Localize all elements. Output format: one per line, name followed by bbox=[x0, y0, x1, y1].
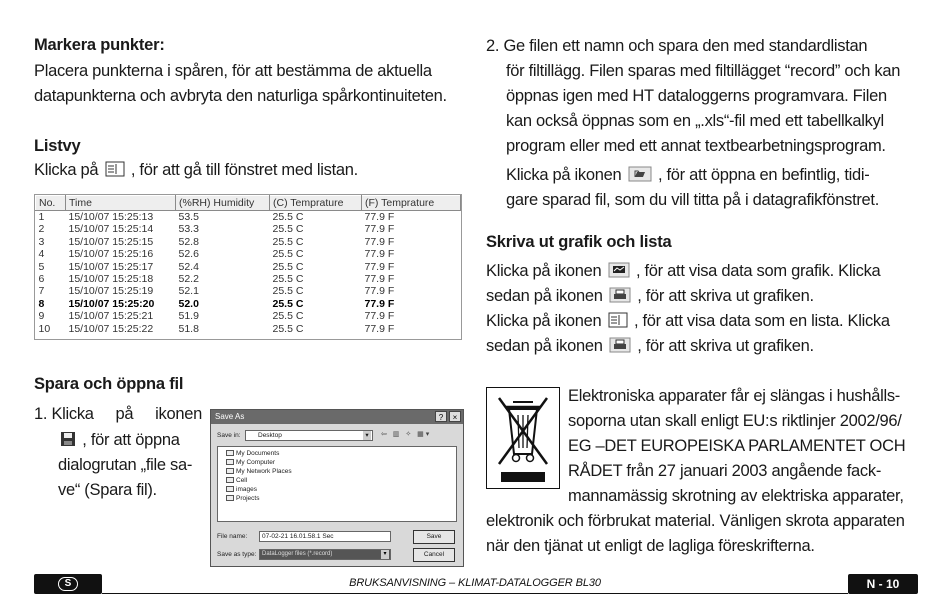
spara-line-3: dialogrutan „file sa- bbox=[58, 456, 193, 474]
table-row[interactable] bbox=[36, 236, 461, 248]
open-l1-before: Klicka på ikonen bbox=[506, 166, 622, 184]
column-header[interactable]: No. bbox=[36, 196, 66, 211]
table-cell: 51.8 bbox=[178, 322, 199, 335]
spara-line-2 bbox=[58, 428, 180, 453]
heading-markera-punkter: Markera punkter: bbox=[34, 36, 165, 54]
network-icon bbox=[226, 468, 234, 474]
markera-line-2: datapunkterna och avbryta den naturliga spårkontinuiteten. bbox=[34, 87, 447, 105]
folder-icon bbox=[226, 486, 234, 492]
item2-line-3: öppnas igen med HT dataloggerns programvara. Filen bbox=[506, 87, 887, 105]
column-header[interactable]: (%RH) Humidity bbox=[176, 196, 270, 211]
table-cell: 25.5 C bbox=[272, 235, 304, 248]
item2-line-4: kan också öppnas som en „.xls“-fil med ett tabellkalkyl bbox=[506, 112, 884, 130]
dialog-title-bar bbox=[211, 410, 463, 424]
table-cell: 15/10/07 15:25:18 bbox=[68, 273, 154, 286]
graph-line-1 bbox=[486, 259, 880, 284]
table-cell: 77.9 F bbox=[364, 260, 395, 273]
list-icon bbox=[608, 312, 628, 328]
cancel-button[interactable]: Cancel bbox=[413, 548, 455, 562]
list-l2-before: sedan på ikonen bbox=[486, 337, 603, 355]
footer-language-tab bbox=[34, 574, 102, 594]
list-view-table bbox=[34, 194, 462, 340]
dialog-title: Save As bbox=[215, 412, 245, 421]
graph-l1-before: Klicka på ikonen bbox=[486, 262, 602, 280]
weee-line-4: RÅDET från 27 januari 2003 angående fack- bbox=[568, 462, 882, 480]
table-cell: 15/10/07 15:25:16 bbox=[68, 248, 154, 261]
table-cell: 52.8 bbox=[178, 235, 199, 248]
table-cell: 15/10/07 15:25:13 bbox=[68, 211, 154, 223]
graph-l1-after: , för att visa data som grafik. Klicka bbox=[635, 262, 881, 280]
weee-line-5: mannamässig skrotning av elektriska apparater, bbox=[568, 487, 904, 505]
table-cell: 77.9 F bbox=[364, 310, 395, 323]
computer-icon bbox=[226, 459, 234, 465]
table-cell: 6 bbox=[38, 273, 45, 286]
table-cell: 52.1 bbox=[178, 285, 199, 298]
table-row[interactable] bbox=[36, 298, 461, 310]
chevron-down-icon: ▾ bbox=[381, 550, 389, 559]
list-icon bbox=[105, 161, 125, 177]
table-cell: 1 bbox=[38, 211, 45, 223]
table-cell: 25.5 C bbox=[272, 211, 304, 223]
item2-line-2: för filtillägg. Filen sparas med filtillägget “record” och kan bbox=[506, 62, 901, 80]
table-row[interactable] bbox=[36, 261, 461, 273]
table-cell: 5 bbox=[38, 260, 45, 273]
table-cell: 15/10/07 15:25:17 bbox=[68, 260, 154, 273]
table-cell: 25.5 C bbox=[272, 248, 304, 261]
footer-rule bbox=[102, 593, 848, 594]
weee-line-3-text: EG –DET EUROPEISKA PARLAMENTET OCH bbox=[568, 437, 906, 455]
weee-line-3 bbox=[568, 434, 918, 459]
table-cell: 15/10/07 15:25:21 bbox=[68, 310, 154, 323]
page-footer bbox=[34, 571, 918, 597]
table-cell: 15/10/07 15:25:20 bbox=[68, 297, 155, 310]
help-icon[interactable]: ? bbox=[435, 411, 447, 422]
table-cell: 25.5 C bbox=[272, 310, 304, 323]
markera-line-1: Placera punkterna i spåren, för att bestämma de aktuella bbox=[34, 62, 432, 80]
table-cell: 25.5 C bbox=[272, 285, 304, 298]
dialog-toolbar-icons[interactable]: ⇦ ▥ ✧ ▦▾ bbox=[381, 431, 432, 438]
table-cell: 15/10/07 15:25:19 bbox=[68, 285, 154, 298]
floppy-disk-icon bbox=[60, 431, 76, 447]
table-row[interactable] bbox=[36, 323, 461, 335]
save-in-row bbox=[217, 432, 241, 439]
table-cell: 4 bbox=[38, 248, 45, 261]
table-cell: 52.6 bbox=[178, 248, 199, 261]
spara-line-4: ve“ (Spara fil). bbox=[58, 481, 157, 499]
heading-skriva-ut: Skriva ut grafik och lista bbox=[486, 233, 672, 251]
table-cell: 52.0 bbox=[178, 297, 199, 310]
table-cell: 15/10/07 15:25:22 bbox=[68, 322, 154, 335]
item2-line-1: 2. Ge filen ett namn och spara den med standardlistan bbox=[486, 37, 868, 55]
table-cell: 77.9 F bbox=[364, 211, 395, 223]
table-cell: 10 bbox=[38, 322, 51, 335]
table-cell: 52.2 bbox=[178, 273, 199, 286]
spara-l1a: 1. Klicka bbox=[34, 405, 94, 423]
folder-icon bbox=[226, 450, 234, 456]
table-header-row bbox=[36, 196, 461, 211]
save-in-value: Desktop bbox=[258, 432, 282, 439]
open-line-2: gare sparad fil, som du vill titta på i datagrafikfönstret. bbox=[506, 191, 879, 209]
table-cell: 77.9 F bbox=[364, 297, 395, 310]
save-as-dialog bbox=[210, 409, 464, 567]
table-row[interactable] bbox=[36, 248, 461, 260]
weee-line-1: Elektroniska apparater får ej slängas i hushålls- bbox=[568, 387, 900, 405]
list-item[interactable]: images bbox=[226, 486, 257, 493]
weee-line-2: soporna utan skall enligt EU:s riktlinjer 2002/96/ bbox=[568, 412, 902, 430]
listvy-text-after: , för att gå till fönstret med listan. bbox=[130, 161, 358, 179]
table-cell: 77.9 F bbox=[364, 235, 395, 248]
table-cell: 25.5 C bbox=[272, 260, 304, 273]
save-in-select[interactable] bbox=[245, 430, 373, 441]
save-as-type-select[interactable] bbox=[259, 549, 391, 560]
list-l2-after: , för att skriva ut grafiken. bbox=[637, 337, 814, 355]
spara-l1c: ikonen bbox=[155, 405, 202, 423]
list-item[interactable]: My Documents bbox=[226, 450, 279, 457]
printer-icon bbox=[609, 287, 631, 303]
table-row[interactable] bbox=[36, 211, 461, 224]
close-icon[interactable]: × bbox=[449, 411, 461, 422]
heading-spara-och-oppna: Spara och öppna fil bbox=[34, 375, 184, 393]
table-cell: 53.5 bbox=[178, 211, 199, 223]
column-header[interactable]: (F) Temprature bbox=[362, 196, 461, 211]
table-cell: 25.5 C bbox=[272, 297, 304, 310]
listvy-text-before: Klicka på bbox=[34, 161, 99, 179]
language-badge: S bbox=[58, 577, 78, 591]
filename-label: File name: bbox=[217, 533, 248, 540]
table-cell: 25.5 C bbox=[272, 273, 304, 286]
table-cell: 51.9 bbox=[178, 310, 199, 323]
open-folder-icon bbox=[628, 166, 652, 182]
list-item[interactable]: Cell bbox=[226, 477, 247, 484]
table-cell: 53.3 bbox=[178, 223, 199, 236]
crossed-out-wheelie-bin-icon bbox=[486, 387, 560, 489]
page-number: N - 10 bbox=[848, 574, 918, 594]
footer-title: BRUKSANVISNING – KLIMAT-DATALOGGER BL30 bbox=[349, 577, 601, 589]
table-cell: 77.9 F bbox=[364, 322, 395, 335]
table-cell: 25.5 C bbox=[272, 223, 304, 236]
save-as-type-label: Save as type: bbox=[217, 551, 257, 558]
table-cell: 3 bbox=[38, 235, 45, 248]
printer-icon bbox=[609, 337, 631, 353]
weee-line-7: när den tjänat ut enligt de lagliga föreskrifterna. bbox=[486, 537, 815, 555]
table-cell: 15/10/07 15:25:14 bbox=[68, 223, 154, 236]
spara-l1b: på bbox=[115, 405, 134, 423]
table-cell: 77.9 F bbox=[364, 285, 395, 298]
save-as-type-value: DataLogger files (*.record) bbox=[262, 551, 333, 557]
table-cell: 77.9 F bbox=[364, 248, 395, 261]
graph-line-2 bbox=[486, 284, 814, 309]
table-cell: 9 bbox=[38, 310, 45, 323]
table-cell: 2 bbox=[38, 223, 45, 236]
save-in-label: Save in: bbox=[217, 432, 241, 439]
table-cell: 52.4 bbox=[178, 260, 199, 273]
column-header[interactable]: (C) Temprature bbox=[270, 196, 362, 211]
spara-line-1 bbox=[34, 402, 202, 427]
list-line-2 bbox=[486, 334, 814, 359]
table-row[interactable] bbox=[36, 285, 461, 297]
table-cell: 7 bbox=[38, 285, 45, 298]
list-line-1 bbox=[486, 309, 890, 334]
item2-line-5: program eller med ett annat textbearbetningsprogram. bbox=[506, 137, 886, 155]
chevron-down-icon: ▾ bbox=[363, 431, 371, 440]
table-row[interactable] bbox=[36, 310, 461, 322]
spara-l2: , för att öppna bbox=[82, 431, 180, 449]
list-item[interactable]: Projects bbox=[226, 495, 259, 502]
file-list-box[interactable] bbox=[217, 446, 457, 522]
graph-icon bbox=[608, 262, 630, 278]
table-cell: 77.9 F bbox=[364, 223, 395, 236]
save-button[interactable]: Save bbox=[413, 530, 455, 544]
table-cell: 8 bbox=[38, 297, 45, 310]
heading-listvy: Listvy bbox=[34, 137, 81, 155]
open-l1-after: , för att öppna en befintlig, tidi- bbox=[657, 166, 870, 184]
graph-l2-before: sedan på ikonen bbox=[486, 287, 603, 305]
listvy-text bbox=[34, 158, 358, 183]
graph-l2-after: , för att skriva ut grafiken. bbox=[637, 287, 814, 305]
table-row[interactable] bbox=[36, 273, 461, 285]
list-item[interactable]: My Computer bbox=[226, 459, 275, 466]
table-cell: 15/10/07 15:25:15 bbox=[68, 235, 154, 248]
list-l1-before: Klicka på ikonen bbox=[486, 312, 602, 330]
list-l1-after: , för att visa data som en lista. Klicka bbox=[633, 312, 890, 330]
filename-input[interactable]: 07-02-21 16.01.58.1 Sec bbox=[259, 531, 391, 542]
folder-icon bbox=[226, 495, 234, 501]
open-line-1 bbox=[506, 163, 869, 188]
weee-line-6: elektronik och förbrukat material. Vänligen skrota apparaten bbox=[486, 512, 905, 530]
list-item[interactable]: My Network Places bbox=[226, 468, 292, 475]
folder-icon bbox=[226, 477, 234, 483]
table-row[interactable] bbox=[36, 223, 461, 235]
table-body bbox=[36, 211, 461, 336]
table-cell: 25.5 C bbox=[272, 322, 304, 335]
table-cell: 77.9 F bbox=[364, 273, 395, 286]
column-header[interactable]: Time bbox=[66, 196, 176, 211]
